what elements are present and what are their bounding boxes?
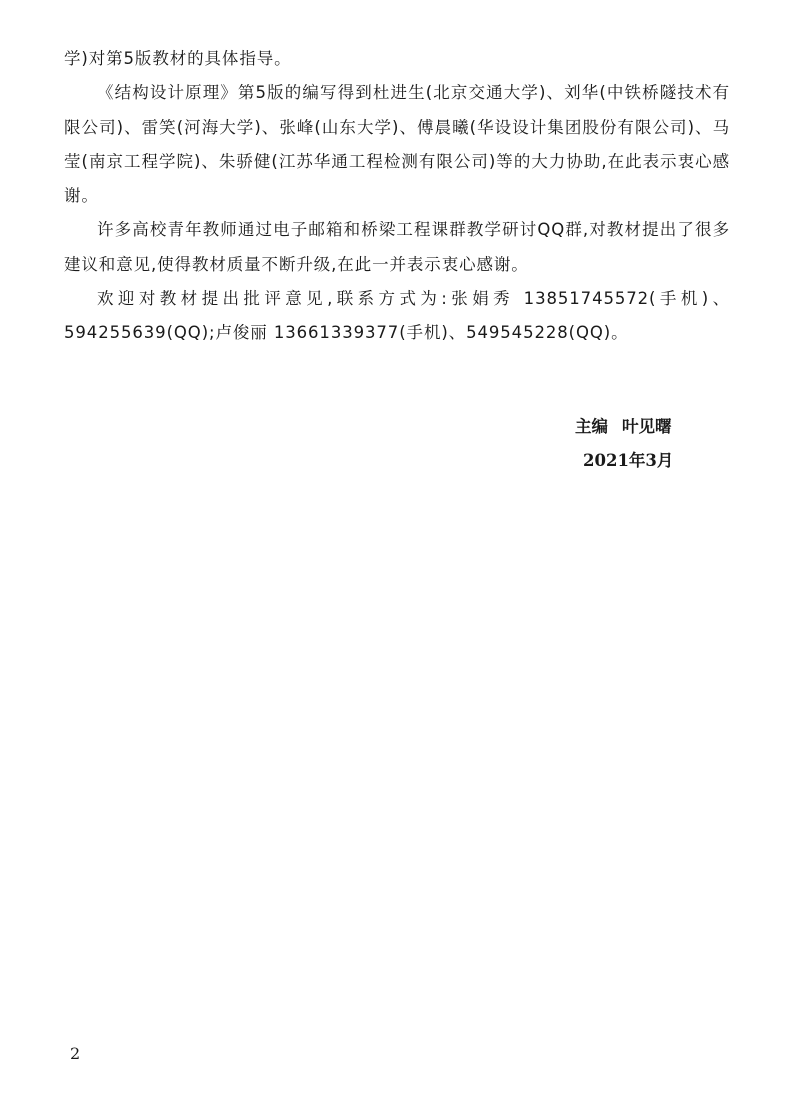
signature-date: 2021年3月: [583, 451, 674, 470]
editor-name: 叶见曙: [622, 417, 672, 436]
editor-line: [560, 410, 730, 444]
editor-role: 主编: [575, 417, 608, 436]
paragraph-continuation: 学)对第5版教材的具体指导。: [64, 49, 292, 68]
body-text: [64, 42, 730, 351]
signature-block: [560, 410, 730, 478]
paragraph-acknowledgement-teachers: 许多高校青年教师通过电子邮箱和桥梁工程课群教学研讨QQ群,对教材提出了很多建议和意见,使得教材质量不断升级,在此一并表示衷心感谢。: [64, 220, 730, 274]
paragraph-contact-info: 欢迎对教材提出批评意见,联系方式为:张娟秀 13851745572(手机)、594255639(QQ);卢俊丽 13661339377(手机)、549545228(QQ)。: [64, 289, 730, 343]
paragraph-acknowledgement-contributors: 《结构设计原理》第5版的编写得到杜进生(北京交通大学)、刘华(中铁桥隧技术有限公司)、雷笑(河海大学)、张峰(山东大学)、傅晨曦(华设设计集团股份有限公司)、马莹(南京工程学院)、朱骄健(江苏华通工程检测有限公司)等的大力协助,在此表示衷心感谢。: [64, 83, 730, 206]
page-number: 2: [70, 1044, 81, 1063]
